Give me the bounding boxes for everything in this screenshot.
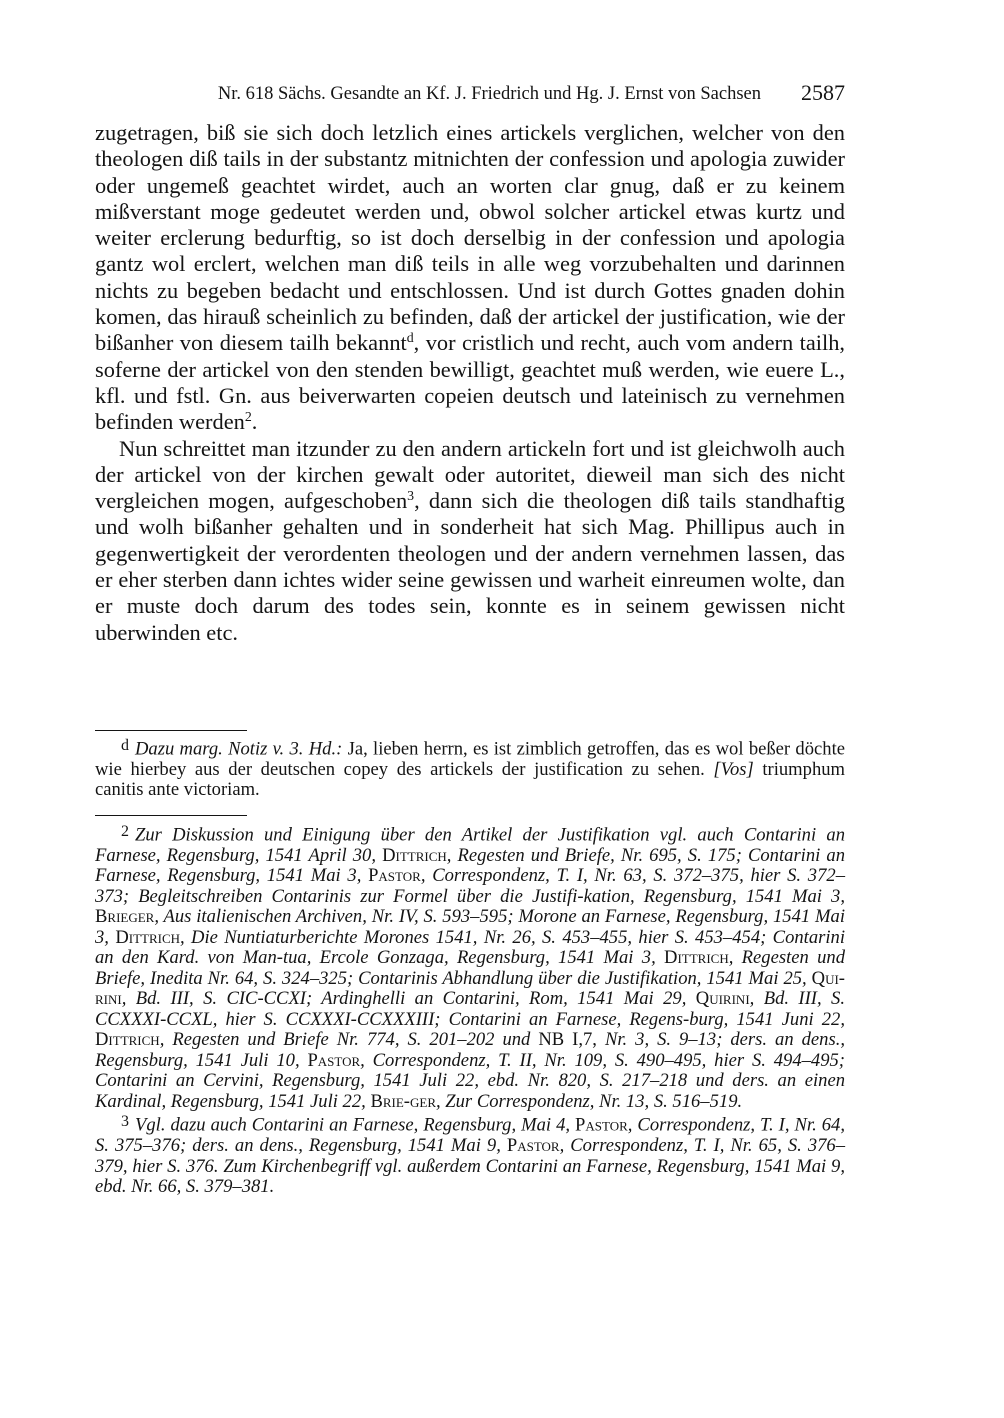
footnote-3: 3 Vgl. dazu auch Contarini an Farnese, Regensburg, Mai 4, Pastor, Correspondenz, T. I, Nr. 64, S. 375–376; ders. an dens., Regensburg, 1541 Mai 9, Pastor, Correspondenz, T. I, Nr. 65, S. 376–379, hier S. 376. Zum Kirchenbegriff vgl. außerdem Contarini an Farnese, Regensburg, 1541 Mai 9, ebd. Nr. 66, S. 379–381. [95,1113,846,1198]
paragraph-1-text-a: zugetragen, biß sie sich doch letzlich eines artickels verglichen, welcher von den theologen diß tails in der substantz mitnichten der confession und apologia zuwider oder ungemeß geachtet wirdet, auch an worten clar gnug, daß er zu keinem mißverstant moge gedeutet werden und, obwol solcher artickel etwas kurtz und weiter erclerung bedurftig, so ist doch derselbig in der confession und apologia gantz wol erclert, welchen man diß teils in alle weg vorzubehalten und darinnen nichts zu begeben bedacht und entschlossen. Und ist durch Gottes gnaden dohin komen, das hirauß scheinlich zu befinden, daß der artickel der justification, wie der bißanher von diesem tailh bekannt [95,120,845,356]
paragraph-2 [95,436,845,646]
footnote-d: d Dazu marg. Notiz v. 3. Hd.: Ja, lieben herrn, es ist zimblich getroffen, das es wol beßer döchte wie hierbey aus der deutschen copey des artickels der justification zu sehen. [Vos] triumphum canitis ante victoriam. [95,737,845,801]
footnote-2: 2 Zur Diskussion und Einigung über den Artikel der Justifikation vgl. auch Contarini an Farnese, Regensburg, 1541 April 30, Dittrich, Regesten und Briefe, Nr. 695, S. 175; Contarini an Farnese, Regensburg, 1541 Mai 3, Pastor, Correspondenz, T. I, Nr. 63, S. 372–375, hier S. 372–373; Begleitschreiben Contarinis zur Formel über die Justifi-kation, Regensburg, 1541 Mai 3, Brieger, Aus italienischen Archiven, Nr. IV, S. 593–595; Morone an Farnese, Regensburg, 1541 Mai 3, Dittrich, Die Nuntiaturberichte Morones 1541, Nr. 26, S. 453–455, hier S. 453–454; Contarini an den Kard. von Man-tua, Ercole Gonzaga, Regensburg, 1541 Mai 3, Dittrich, Regesten und Briefe, Inedita Nr. 64, S. 324–325; Contarinis Abhandlung über die Justifikation, 1541 Mai 25, Qui-rini, Bd. III, S. CIC-CCXI; Ardinghelli an Contarini, Rom, 1541 Mai 29, Quirini, Bd. III, S. CCXXXI-CCXL, hier S. CCXXXI-CCXXXIII; Contarini an Farnese, Regens-burg, 1541 Juni 22, Dittrich, Regesten und Briefe Nr. 774, S. 201–202 und NB I,7, Nr. 3, S. 9–13; ders. an dens., Regensburg, 1541 Juli 10, Pastor, Correspondenz, T. II, Nr. 109, S. 490–495, hier S. 494–495; Contarini an Cervini, Regensburg, 1541 Juli 22, ebd. Nr. 820, S. 217–218 und ders. an einen Kardinal, Regensburg, 1541 Juli 22, Brie-ger, Zur Correspondenz, Nr. 13, S. 516–519. [95,823,846,1112]
paragraph-1-text-b: , vor cristlich und recht, auch vom andern tailh, soferne der artickel von den stenden bewilligt, geachtet muß werden, wie euere L., kfl. und fstl. Gn. aus beiverwarten copeien deutsch und lateinisch zu vernehmen befinden werden [95,330,845,435]
paragraph-1 [95,120,845,436]
commentary-notes [95,822,845,1198]
paragraph-1-text-c: . [251,409,258,435]
text-critical-notes [95,736,845,801]
footnote-ref-2: 2 [244,410,252,426]
footnote-mark-3: 3 [121,1113,129,1131]
footnote-ref-d: d [406,331,414,347]
footnote-separator-commentary [95,815,247,816]
footnote-separator-text-critical [95,730,247,731]
running-header [95,80,845,108]
footnote-mark-2: 2 [121,823,129,840]
footnote-mark-d: d [121,737,129,754]
footnote-ref-3: 3 [407,489,415,505]
running-title: Nr. 618 Sächs. Gesandte an Kf. J. Friedrich und Hg. J. Ernst von Sachsen [217,84,761,104]
paragraph-2-text-a: Nun schreittet man itzunder zu den andern artickeln fort und ist gleichwolh auch der artickel von der kirchen gewalt oder autoritet, dieweil man sich des nicht vergleichen mogen, aufgeschoben [95,435,845,514]
paragraph-2-text-b: , dann sich die theologen diß tails standhaftig und wolh bißanher gehalten und in sonderheit hat sich Mag. Phillipus auch in gegenwertigkeit der verordenten theologen und der andern vernehmen lassen, das er eher sterben dann ichtes wider seine gewissen und warheit einreumen wolte, dan er muste doch darum des todes sein, konnte es in seinem gewissen nicht uberwinden etc. [95,488,845,645]
page-number: 2587 [801,80,845,105]
main-text [95,120,845,646]
